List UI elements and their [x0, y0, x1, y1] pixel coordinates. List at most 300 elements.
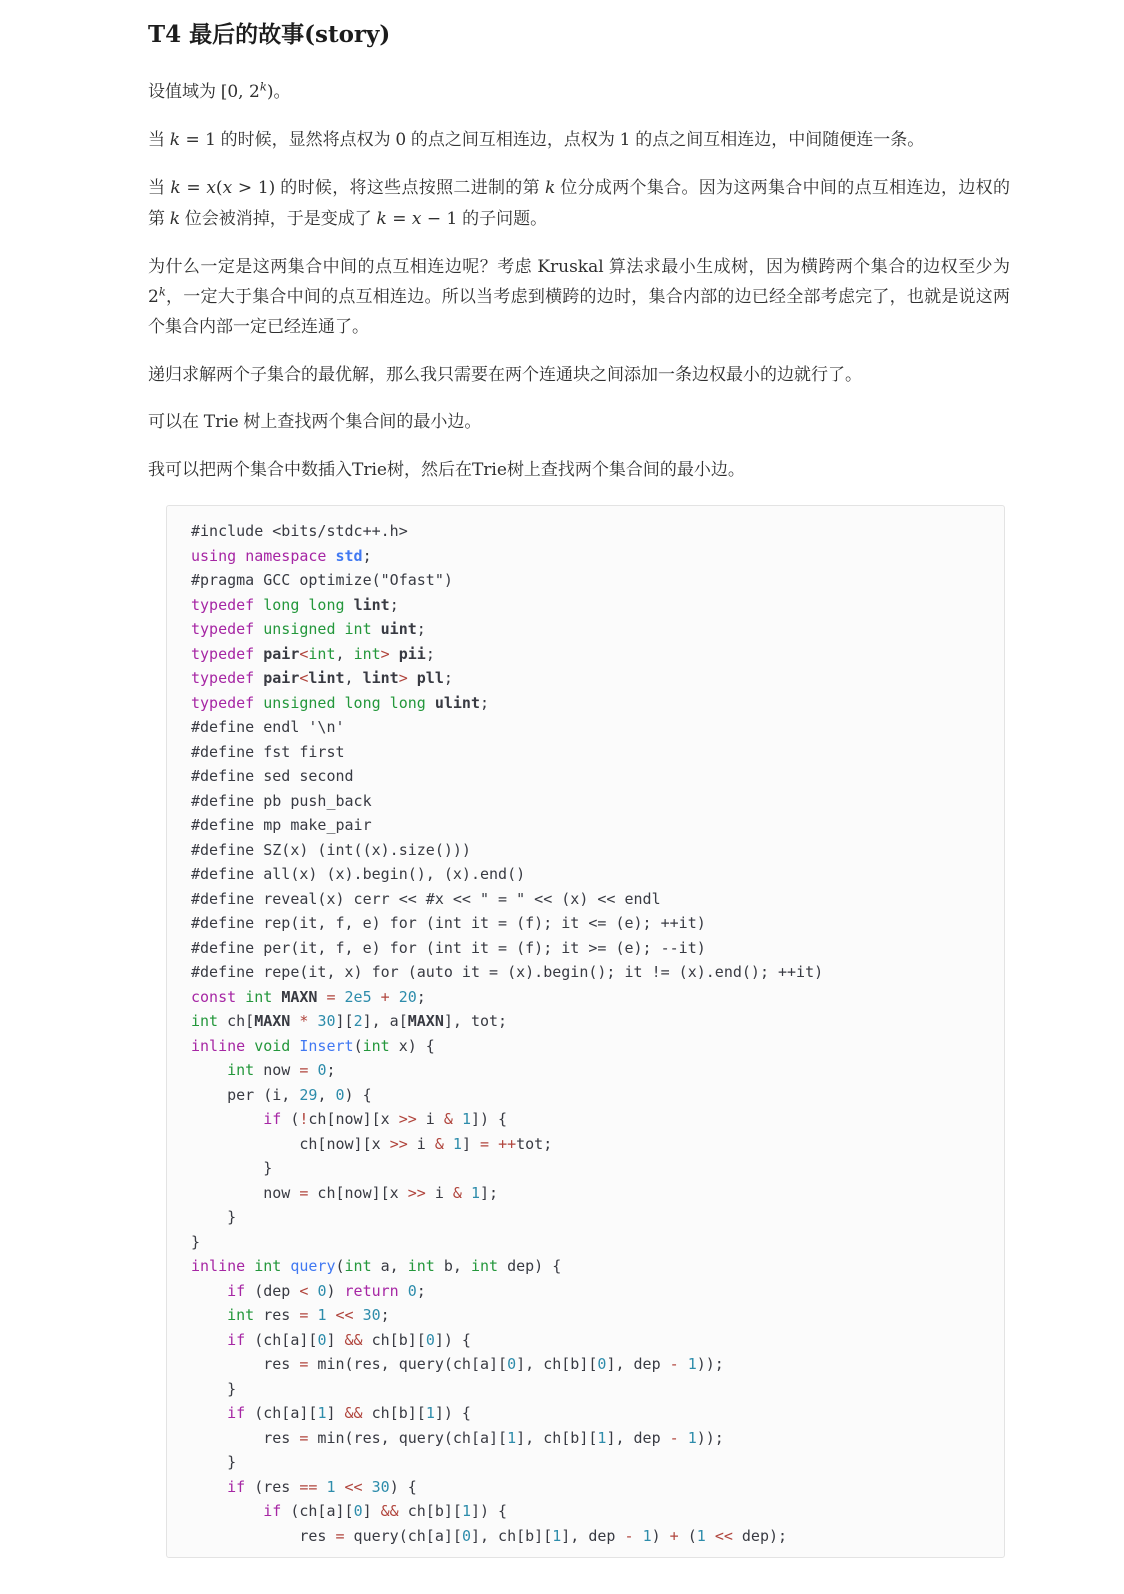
paragraph-segment: > 1): [232, 178, 276, 199]
code-token: 0: [425, 1330, 435, 1349]
paragraph-segment: 的点之间互相连边，中间随便连一条。: [630, 130, 925, 150]
code-token: ;: [425, 644, 435, 663]
code-token: [326, 1306, 335, 1324]
code-token: namespace: [245, 546, 327, 565]
code-token: void: [254, 1036, 291, 1055]
code-token: &: [443, 1110, 453, 1129]
paragraph-segment: ): [266, 82, 274, 102]
paragraph-segment: 当: [148, 130, 170, 150]
code-token: ;: [443, 669, 453, 688]
code-token: [453, 1110, 462, 1128]
code-token: ch[now][x: [191, 1134, 390, 1153]
paragraph-segment: k: [259, 79, 267, 94]
code-line: [191, 1450, 980, 1475]
code-line: [191, 1328, 980, 1353]
code-token: [390, 645, 399, 663]
code-token: (: [678, 1526, 697, 1545]
code-token: dep);: [732, 1526, 788, 1545]
code-token: i: [425, 1183, 453, 1202]
code-token: >: [380, 644, 390, 663]
code-token: ]: [326, 1330, 345, 1349]
code-token: typedef: [191, 595, 255, 614]
paragraph-segment: 树，然后在: [386, 460, 472, 480]
code-token: #define sed second: [191, 767, 354, 786]
paragraph-segment: =: [386, 208, 412, 229]
code-token: int: [308, 644, 336, 663]
code-token: ], ch[b][: [470, 1526, 553, 1545]
code-token: &&: [344, 1330, 363, 1349]
code-token: #define endl '\n': [191, 718, 345, 737]
code-line: [191, 1352, 980, 1377]
code-token: if: [227, 1281, 246, 1300]
code-token: [399, 1282, 408, 1300]
code-token: ], dep: [606, 1428, 670, 1447]
code-token: ));: [696, 1355, 724, 1374]
code-line: [191, 1377, 980, 1402]
code-token: =: [299, 1183, 309, 1202]
code-token: int: [407, 1257, 435, 1276]
code-token: 30: [371, 1477, 390, 1496]
code-token: Insert: [299, 1036, 354, 1055]
code-token: 1: [461, 1502, 471, 1521]
code-line: [191, 960, 980, 985]
code-token: 0: [353, 1502, 363, 1521]
code-token: typedef: [191, 669, 255, 688]
code-token: +: [380, 987, 390, 1006]
code-token: 1: [317, 1404, 327, 1423]
code-token: ]: [461, 1134, 480, 1153]
paragraph-segment: 为什么一定是这两集合中间的点互相连边呢？考虑: [148, 256, 538, 276]
code-token: x) {: [389, 1036, 435, 1055]
code-line: [191, 642, 980, 667]
paragraph-segment: x: [222, 178, 233, 199]
code-token: [390, 988, 399, 1006]
code-token: ;: [416, 1281, 426, 1300]
code-token: ];: [480, 1183, 499, 1202]
code-token: }: [191, 1453, 237, 1472]
code-token: 0: [317, 1061, 327, 1080]
code-token: <<: [344, 1477, 363, 1496]
code-token: [254, 645, 263, 663]
code-token: (ch[a][: [245, 1404, 318, 1423]
paragraph: [148, 252, 1010, 342]
code-token: =: [299, 1061, 309, 1080]
code-line: [191, 1426, 980, 1451]
code-token: <: [299, 669, 309, 688]
code-line: [191, 740, 980, 765]
code-token: [326, 547, 335, 565]
code-token: >: [398, 669, 408, 688]
code-token: dep) {: [498, 1257, 562, 1276]
code-token: =: [335, 1526, 345, 1545]
paragraph-segment: x: [411, 208, 422, 229]
code-token: #define rep(it, f, e) for (int it = (f); it <= (e); ++it): [191, 914, 706, 933]
code-token: ==: [299, 1477, 318, 1496]
code-token: 2e5: [344, 987, 372, 1006]
paragraph-segment: k: [158, 284, 166, 299]
code-token: [363, 1478, 372, 1496]
code-token: <<: [714, 1526, 733, 1545]
code-token: (ch[a][: [281, 1502, 354, 1521]
code-token: [191, 1331, 227, 1349]
code-token: <: [299, 1281, 309, 1300]
code-token: =: [299, 1306, 309, 1325]
paragraph-segment: 算法求最小生成树，因为横跨两个集合的边权至少为: [603, 256, 1010, 276]
code-token: (ch[a][: [245, 1330, 318, 1349]
code-token: std: [335, 546, 363, 565]
code-token: [191, 1306, 227, 1324]
code-line: [191, 1132, 980, 1157]
code-line: [191, 1009, 980, 1034]
code-token: ;: [362, 546, 372, 565]
code-token: 1: [552, 1526, 562, 1545]
code-token: uint: [380, 620, 417, 639]
code-token: i: [416, 1110, 444, 1129]
paragraph-segment: 当: [148, 178, 171, 198]
code-token: b,: [434, 1257, 471, 1276]
code-token: [245, 1257, 254, 1275]
paragraph-segment: = 1: [180, 130, 216, 151]
code-token: 1: [597, 1428, 607, 1447]
paragraph-segment: 设值域为: [148, 82, 221, 101]
code-token: [679, 1429, 688, 1447]
code-token: ;: [480, 693, 490, 712]
code-token: ;: [416, 987, 426, 1006]
paragraph: [148, 77, 1010, 107]
code-token: #include <bits/stdc++.h>: [191, 522, 408, 541]
code-token: }: [191, 1208, 237, 1227]
code-token: ]) {: [434, 1404, 471, 1423]
code-token: 1: [687, 1428, 697, 1447]
code-token: =: [299, 1355, 309, 1374]
code-line: [191, 936, 980, 961]
code-token: (: [281, 1110, 300, 1129]
code-token: ch[b][: [362, 1404, 426, 1423]
code-line: [191, 1205, 980, 1230]
code-token: int: [353, 644, 381, 663]
code-token: 1: [461, 1110, 471, 1129]
code-token: ], dep: [561, 1526, 625, 1545]
code-line: [191, 911, 980, 936]
code-token: [372, 988, 381, 1006]
code-token: [254, 669, 263, 687]
paragraph-segment: 递归求解两个子集合的最优解，那么我只需要在两个连通块之间添加一条边权最小的边就行了。: [148, 364, 862, 384]
code-line: [191, 1058, 980, 1083]
code-token: 0: [507, 1355, 517, 1374]
code-token: }: [191, 1159, 273, 1178]
code-token: =: [299, 1428, 309, 1447]
code-token: [372, 620, 381, 638]
code-token: 0: [335, 1085, 345, 1104]
paragraph-segment: (: [215, 178, 223, 199]
code-token: 0: [317, 1281, 327, 1300]
paragraph-segment: 可以在: [148, 411, 204, 431]
code-token: [462, 1184, 471, 1202]
code-token: ch[: [218, 1012, 255, 1031]
code-token: 0: [461, 1526, 471, 1545]
code-token: =: [326, 987, 336, 1006]
code-token: ,: [344, 669, 363, 688]
code-token: -: [669, 1355, 679, 1374]
code-token: 30: [317, 1012, 336, 1031]
paragraph-segment: 树上查找两个集合间的最小边。: [506, 460, 745, 480]
code-token: typedef: [191, 693, 255, 712]
code-token: int: [470, 1257, 499, 1276]
code-token: MAXN: [407, 1012, 444, 1031]
paragraph-segment: x: [206, 178, 216, 199]
code-token: =: [480, 1134, 490, 1153]
code-token: -: [624, 1526, 634, 1545]
code-token: [706, 1527, 715, 1545]
code-token: ]: [326, 1404, 345, 1423]
code-token: query: [290, 1257, 336, 1276]
code-line: [191, 1254, 980, 1279]
code-token: 20: [398, 987, 417, 1006]
paragraph-segment: 树上查找两个集合间的最小边。: [238, 411, 482, 431]
code-token: if: [263, 1502, 282, 1521]
code-token: [191, 1282, 227, 1300]
title-segment: (story): [304, 21, 391, 48]
code-token: [281, 1257, 290, 1275]
paragraph-segment: [0, 2: [220, 82, 260, 102]
code-token: pii: [398, 644, 426, 663]
code-token: lint: [362, 669, 399, 688]
code-token: ulint: [434, 693, 480, 712]
code-token: >>: [389, 1134, 408, 1153]
paragraph-segment: 的点之间互相连边，点权为: [406, 130, 620, 150]
code-token: ch[now][x: [308, 1183, 408, 1202]
code-token: #define mp make_pair: [191, 816, 372, 835]
code-token: ;: [326, 1061, 336, 1080]
code-token: ][: [335, 1012, 354, 1031]
code-token: }: [191, 1232, 201, 1251]
code-token: [191, 1404, 227, 1422]
code-token: [245, 1037, 254, 1055]
code-token: <<: [335, 1306, 354, 1325]
code-token: lint: [353, 595, 390, 614]
code-token: 1: [642, 1526, 652, 1545]
code-token: [191, 1502, 263, 1520]
code-token: -: [669, 1428, 679, 1447]
paragraph-segment: Trie: [203, 411, 239, 432]
code-token: if: [227, 1330, 246, 1349]
code-token: int: [227, 1306, 255, 1325]
code-block: [166, 505, 1005, 1558]
paragraph-segment: k: [544, 178, 556, 199]
title-segment: T4: [148, 21, 190, 48]
code-token: ++: [498, 1134, 517, 1153]
code-token: ): [651, 1526, 670, 1545]
code-token: [408, 669, 417, 687]
code-token: now: [254, 1061, 300, 1080]
code-token: [345, 596, 354, 614]
code-token: int: [227, 1061, 255, 1080]
paragraph-segment: 位会被消掉，于是变成了: [180, 208, 377, 228]
code-line: [191, 1083, 980, 1108]
paragraph-segment: 1: [619, 130, 631, 151]
code-line: [191, 813, 980, 838]
code-token: >>: [398, 1110, 417, 1129]
paragraph: [148, 360, 1010, 389]
code-token: ,: [335, 644, 354, 663]
code-token: int: [245, 987, 273, 1006]
paragraph-segment: 我可以把两个集合中数插入: [148, 460, 352, 480]
code-line: [191, 1156, 980, 1181]
paragraph-segment: =: [180, 178, 207, 199]
code-token: #define per(it, f, e) for (int it = (f); it >= (e); --it): [191, 938, 706, 957]
code-token: [426, 694, 435, 712]
code-token: query(ch[a][: [344, 1526, 462, 1545]
code-token: inline: [191, 1257, 246, 1276]
code-token: #define fst first: [191, 742, 345, 761]
paragraph: [148, 125, 1010, 155]
code-line: [191, 1524, 980, 1549]
paragraph-segment: 的子问题。: [457, 208, 548, 228]
code-token: res: [191, 1428, 300, 1447]
paragraph-segment: 位分成两个集合。因为这两集合中间的点互相连边，边权的第: [148, 178, 1010, 228]
code-token: <: [299, 644, 309, 663]
code-line: [191, 1034, 980, 1059]
code-token: long long: [263, 595, 345, 614]
paragraph-segment: 0: [395, 130, 407, 151]
code-token: using: [191, 546, 237, 565]
code-token: ], ch[b][: [516, 1428, 598, 1447]
code-token: }: [191, 1379, 237, 1398]
code-line: [191, 838, 980, 863]
code-token: ]) {: [434, 1330, 471, 1349]
code-token: +: [669, 1526, 679, 1545]
code-token: [236, 988, 245, 1006]
code-line: [191, 593, 980, 618]
code-line: [191, 789, 980, 814]
code-token: per (i,: [191, 1085, 300, 1104]
code-token: [191, 1478, 227, 1496]
code-token: ;: [389, 595, 399, 614]
code-token: [254, 596, 263, 614]
code-token: #pragma GCC optimize("Ofast"): [191, 571, 453, 590]
code-token: pair: [263, 644, 300, 663]
code-token: 1: [317, 1306, 327, 1325]
code-token: ], ch[b][: [516, 1355, 598, 1374]
code-token: (res: [245, 1477, 300, 1496]
code-line: [191, 862, 980, 887]
code-token: [191, 1061, 227, 1079]
page-title: [148, 16, 1010, 49]
code-token: [272, 988, 281, 1006]
code-token: [254, 620, 263, 638]
code-token: 2: [353, 1012, 363, 1031]
paragraph-segment: Trie: [352, 460, 387, 481]
code-line: [191, 1107, 980, 1132]
code-token: if: [227, 1404, 246, 1423]
code-line: [191, 1401, 980, 1426]
code-token: int: [344, 1257, 372, 1276]
paragraph-segment: k: [376, 208, 387, 229]
code-token: MAXN: [281, 987, 318, 1006]
code-line: [191, 1475, 980, 1500]
code-token: ): [326, 1281, 345, 1300]
code-token: *: [299, 1012, 309, 1031]
code-token: res: [254, 1306, 300, 1325]
code-token: unsigned int: [263, 620, 372, 639]
code-token: ch[b][: [362, 1330, 426, 1349]
title-segment: 最后的故事: [189, 21, 305, 47]
code-token: [489, 1135, 498, 1153]
code-token: min(res, query(ch[a][: [308, 1428, 508, 1447]
code-token: const: [191, 987, 237, 1006]
code-line: [191, 691, 980, 716]
code-token: if: [263, 1110, 282, 1129]
code-token: ], tot;: [443, 1012, 508, 1031]
code-token: 30: [362, 1306, 381, 1325]
code-token: res: [191, 1526, 336, 1545]
paragraph-segment: k: [169, 130, 181, 151]
code-token: 1: [452, 1134, 462, 1153]
code-line: [191, 1230, 980, 1255]
code-token: inline: [191, 1036, 246, 1055]
paragraph-segment: 的时候，将这些点按照二进制的第: [275, 178, 545, 198]
code-token: 1: [425, 1404, 435, 1423]
code-token: 29: [299, 1085, 318, 1104]
code-token: [354, 1306, 363, 1324]
paragraph-segment: − 1: [421, 208, 458, 229]
code-line: [191, 568, 980, 593]
code-token: ch[now][x: [308, 1110, 399, 1129]
code-token: ) {: [344, 1085, 372, 1104]
code-token: int: [254, 1257, 282, 1276]
paragraph: [148, 407, 1010, 437]
code-line: [191, 1279, 980, 1304]
code-token: MAXN: [254, 1012, 291, 1031]
paragraph: [148, 455, 1010, 485]
paragraph-segment: 的时候，显然将点权为: [215, 130, 396, 150]
code-token: a,: [371, 1257, 408, 1276]
code-token: 1: [326, 1477, 336, 1496]
code-token: (: [335, 1257, 345, 1276]
code-token: ));: [696, 1428, 724, 1447]
code-token: &: [434, 1134, 444, 1153]
paragraph-segment: Kruskal: [537, 256, 604, 277]
code-token: !: [299, 1110, 309, 1129]
code-token: [336, 1478, 345, 1496]
code-line: [191, 887, 980, 912]
code-line: [191, 1303, 980, 1328]
code-token: ]) {: [470, 1502, 508, 1521]
code-token: #define repe(it, x) for (auto it = (x).begin(); it != (x).end(); ++it): [191, 963, 824, 982]
code-token: &&: [344, 1404, 363, 1423]
code-token: unsigned long long: [263, 693, 426, 712]
paragraph-segment: ，一定大于集合中间的点互相连边。所以当考虑到横跨的边时，集合内部的边已经全部考虑完了，也就是说这两个集合内部一定已经连通了。: [148, 287, 1010, 337]
code-token: 1: [470, 1183, 480, 1202]
code-token: typedef: [191, 644, 255, 663]
code-line: [191, 666, 980, 691]
paragraph-segment: 2: [148, 287, 159, 308]
code-token: ], a[: [362, 1012, 408, 1031]
code-line: [191, 544, 980, 569]
code-token: #define all(x) (x).begin(), (x).end(): [191, 865, 526, 884]
code-token: now: [191, 1183, 300, 1202]
code-token: #define SZ(x) (int((x).size())): [191, 840, 471, 859]
paragraph: [148, 173, 1010, 233]
code-token: [634, 1527, 643, 1545]
code-token: #define pb push_back: [191, 791, 372, 810]
code-line: [191, 617, 980, 642]
code-line: [191, 1181, 980, 1206]
code-token: if: [227, 1477, 246, 1496]
code-token: 0: [407, 1281, 417, 1300]
code-token: [336, 988, 345, 1006]
code-token: [444, 1135, 453, 1153]
